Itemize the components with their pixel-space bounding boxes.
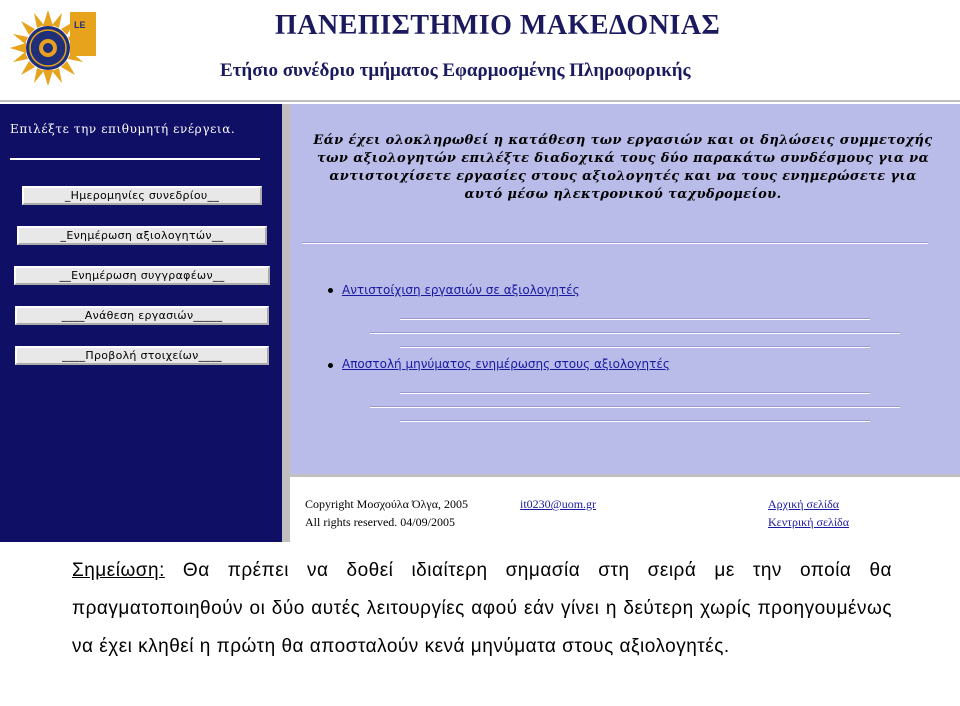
divider bbox=[400, 346, 870, 348]
divider bbox=[302, 242, 928, 244]
browser-frameset bbox=[0, 100, 960, 542]
conference-title: Ετήσιο συνέδριο τμήματος Εφαρμοσμένης Πληροφορικής bbox=[220, 60, 691, 81]
reviewers-update-button[interactable]: _Ενημέρωση αξιολογητών__ bbox=[17, 226, 267, 245]
dates-button[interactable]: _Ημερομηνίες συνεδρίου__ bbox=[22, 186, 262, 205]
footer bbox=[290, 477, 960, 542]
main-page-link[interactable]: Κεντρική σελίδα bbox=[768, 515, 849, 529]
note-text: Θα πρέπει να δοθεί ιδιαίτερη σημασία στη σειρά με την οποία θα πραγματοποιηθούν οι δύο αυτές λειτουργίες αφού εάν γίνει η δεύτερη χωρίς προηγουμένως να έχει κληθεί η πρώτη θα αποσταλούν κενά μηνύματα στους αξιολογητές. bbox=[72, 560, 892, 657]
note-label: Σημείωση: bbox=[72, 560, 165, 581]
bullet bbox=[328, 363, 333, 368]
main-content bbox=[290, 104, 960, 477]
home-page-link[interactable]: Αρχική σελίδα bbox=[768, 497, 840, 511]
divider bbox=[400, 420, 870, 422]
university-title: ΠΑΝΕΠΙΣΤΗΜΙΟ ΜΑΚΕΔΟΝΙΑΣ bbox=[275, 10, 721, 41]
authors-update-button[interactable]: __Ενημέρωση συγγραφέων__ bbox=[14, 266, 270, 285]
divider bbox=[400, 392, 870, 394]
send-notification-link[interactable]: Αποστολή μηνύματος ενημέρωσης στους αξιολογητές bbox=[342, 357, 670, 371]
email-link[interactable]: it0230@uom.gr bbox=[520, 497, 597, 511]
instructions-text: Εάν έχει ολοκληρωθεί η κατάθεση των εργασιών και οι δηλώσεις συμμετοχής των αξιολογητών επιλέξτε διαδοχικά τους δύο παρακάτω συνδέσμους για να αντιστοιχίσετε εργασίες στους αξιολογητές και να τους ενημερώσετε για αυτό μέσω ηλεκτρονικού ταχυδρομείου. bbox=[313, 133, 933, 202]
note-paragraph bbox=[72, 552, 892, 666]
bullet bbox=[328, 288, 333, 293]
divider bbox=[370, 332, 900, 334]
divider bbox=[400, 318, 870, 320]
assign-reviewers-link[interactable]: Αντιστοίχιση εργασιών σε αξιολογητές bbox=[342, 283, 580, 297]
sidebar bbox=[0, 104, 290, 542]
svg-text:LE: LE bbox=[74, 20, 86, 30]
sidebar-divider bbox=[10, 158, 260, 160]
page-header bbox=[0, 0, 960, 100]
university-seal-icon bbox=[8, 6, 100, 90]
rights-text: All rights reserved. 04/09/2005 bbox=[305, 515, 455, 529]
assign-papers-button[interactable]: ____Ανάθεση εργασιών_____ bbox=[15, 306, 269, 325]
divider bbox=[370, 406, 900, 408]
sidebar-heading: Επιλέξτε την επιθυμητή ενέργεια. bbox=[10, 122, 236, 136]
copyright-text: Copyright Μοσχούλα Όλγα, 2005 bbox=[305, 497, 468, 511]
view-details-button[interactable]: ____Προβολή στοιχείων____ bbox=[15, 346, 269, 365]
